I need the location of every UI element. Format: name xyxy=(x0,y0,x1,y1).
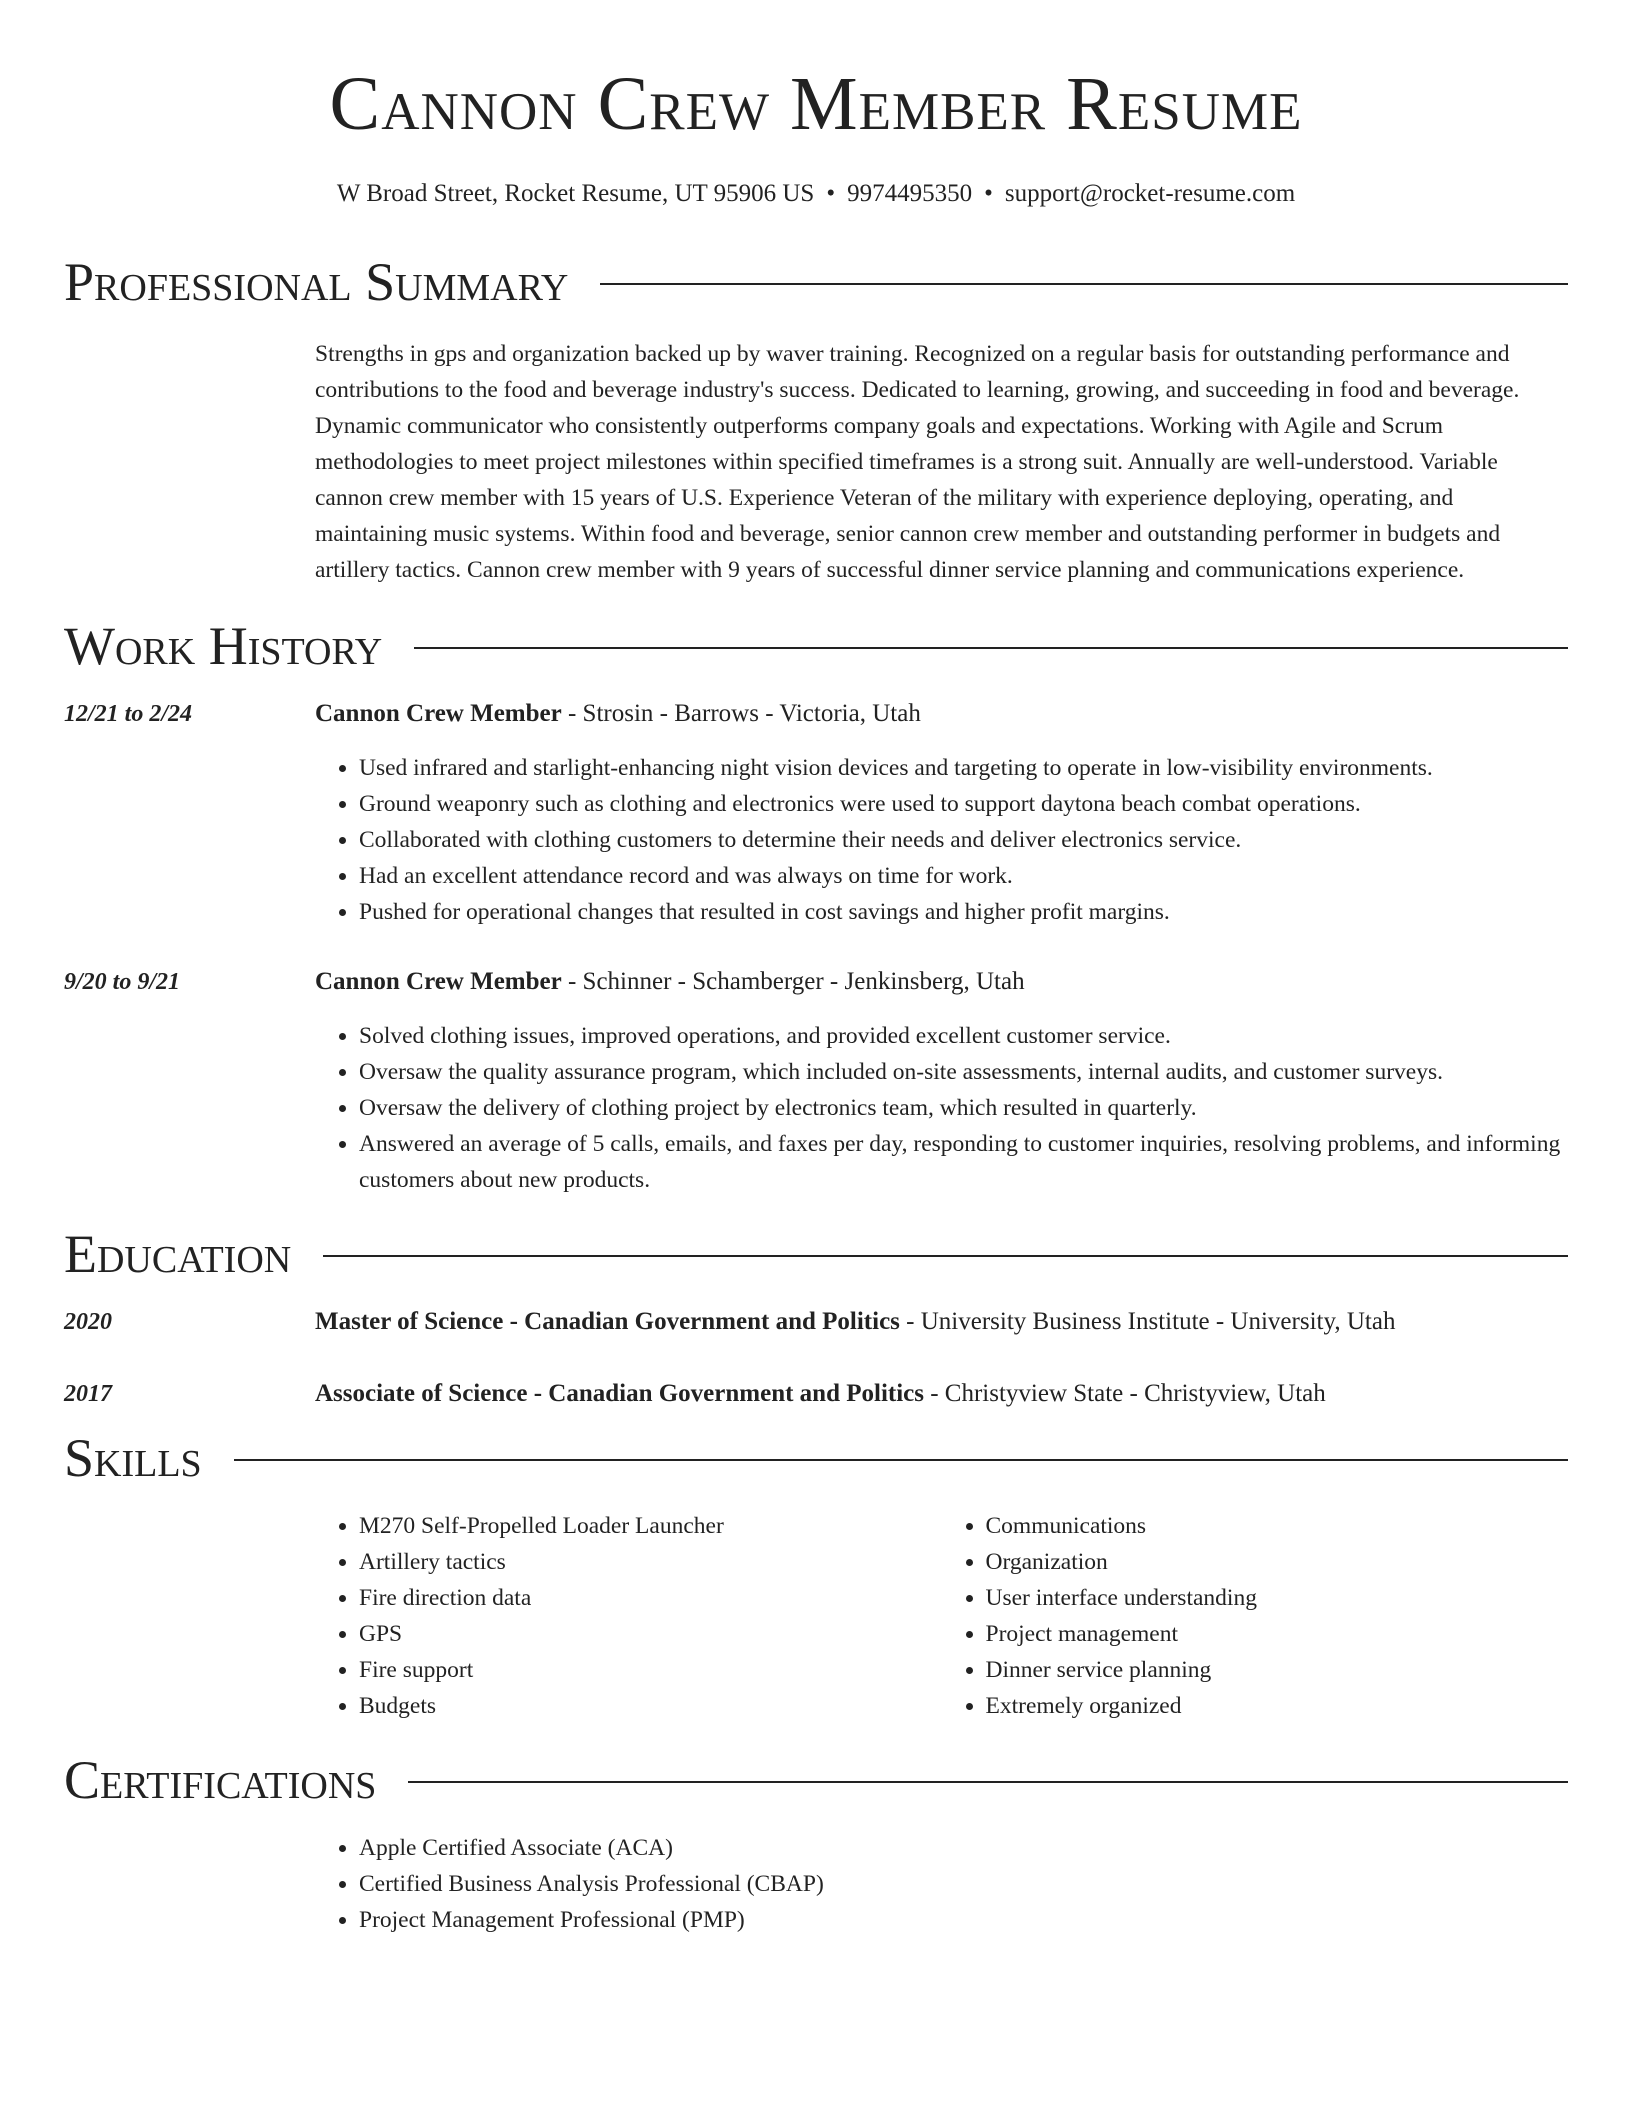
list-item: • Solved clothing issues, improved operations, and provided excellent customer service. xyxy=(359,1018,1568,1054)
section-title-work: Work History xyxy=(64,616,383,676)
job-bullets xyxy=(315,1018,1568,1198)
contact-separator: • xyxy=(826,180,836,207)
section-header xyxy=(64,1220,1568,1288)
certification-item: • Apple Certified Associate (ACA) xyxy=(359,1830,1568,1866)
section-title-education: Education xyxy=(64,1224,292,1284)
job-entry xyxy=(64,964,1568,1198)
skill-item: • Fire support xyxy=(359,1652,942,1688)
phone: 9974495350 xyxy=(847,180,973,207)
section-title-certifications: Certifications xyxy=(64,1750,377,1810)
section-header xyxy=(64,1746,1568,1814)
summary-section xyxy=(64,248,1568,588)
job-title: Cannon Crew Member xyxy=(315,968,562,995)
list-item: • Ground weaponry such as clothing and electronics were used to support daytona beach combat operations. xyxy=(359,786,1568,822)
section-divider xyxy=(414,647,1568,649)
email: support@rocket-resume.com xyxy=(1004,180,1296,207)
section-header xyxy=(64,612,1568,680)
section-title-summary: Professional Summary xyxy=(64,252,569,312)
certification-item: • Certified Business Analysis Professional (CBAP) xyxy=(359,1866,1568,1902)
job-title: Cannon Crew Member xyxy=(315,700,562,727)
contact-separator: • xyxy=(984,180,993,207)
skill-item: • Project management xyxy=(986,1616,1569,1652)
list-item: • Pushed for operational changes that resulted in cost savings and higher profit margins. xyxy=(359,894,1568,930)
skill-item: • Fire direction data xyxy=(359,1580,942,1616)
skill-item: • User interface understanding xyxy=(986,1580,1569,1616)
section-header xyxy=(64,248,1568,316)
skill-item: • Communications xyxy=(986,1508,1569,1544)
job-header xyxy=(64,964,1568,1000)
list-item: • Had an excellent attendance record and was always on time for work. xyxy=(359,858,1568,894)
skill-item: • Extremely organized xyxy=(986,1688,1569,1724)
job-entry xyxy=(64,696,1568,930)
education-details: - Christyview State - Christyview, Utah xyxy=(923,1380,1326,1407)
education-heading xyxy=(315,1304,1568,1340)
education-entry xyxy=(64,1304,1568,1340)
summary-content xyxy=(315,336,1568,588)
education-heading xyxy=(315,1376,1568,1412)
skill-item: • Dinner service planning xyxy=(986,1652,1569,1688)
education-details: - University Business Institute - University, Utah xyxy=(899,1308,1396,1335)
certification-item: • Project Management Professional (PMP) xyxy=(359,1902,1568,1938)
list-item: • Oversaw the quality assurance program, which included on-site assessments, internal audits, and customer surveys. xyxy=(359,1054,1568,1090)
resume-title: Cannon Crew Member Resume xyxy=(329,62,1303,146)
section-header xyxy=(64,1424,1568,1492)
education-section xyxy=(64,1220,1568,1412)
skills-list-right xyxy=(942,1508,1569,1724)
section-title-skills: Skills xyxy=(64,1428,202,1488)
job-heading xyxy=(315,964,1568,1000)
job-dates: 9/20 to 9/21 xyxy=(64,969,181,995)
skill-item: • Artillery tactics xyxy=(359,1544,942,1580)
list-item: • Collaborated with clothing customers to determine their needs and deliver electronics service. xyxy=(359,822,1568,858)
section-divider xyxy=(408,1781,1568,1783)
job-header xyxy=(64,696,1568,732)
summary-text: Strengths in gps and organization backed up by waver training. Recognized on a regular basis for outstanding performance and contributions to the food and beverage industry's success. Dedicated to learning, growing, and succeeding in food and beverage. Dynamic communicator who consistently outperforms company goals and expectations. Working with Agile and Scrum methodologies to meet project milestones within specified timeframes is a strong suit. Annually are well-understood. Variable cannon crew member with 15 years of U.S. Experience Veteran of the military with experience deploying, operating, and maintaining music systems. Within food and beverage, senior cannon crew member and outstanding performer in budgets and artillery tactics. Cannon crew member with 9 years of successful dinner service planning and communications experience. xyxy=(315,341,1520,583)
contact-line xyxy=(64,176,1568,212)
education-entry xyxy=(64,1376,1568,1412)
education-year: 2017 xyxy=(64,1381,112,1407)
certifications-list xyxy=(315,1830,1568,1938)
skills-section xyxy=(64,1424,1568,1724)
skills-list-left xyxy=(315,1508,942,1724)
list-item: • Used infrared and starlight-enhancing night vision devices and targeting to operate in low-visibility environments. xyxy=(359,750,1568,786)
certifications-content xyxy=(315,1830,1568,1938)
list-item: • Oversaw the delivery of clothing project by electronics team, which resulted in quarterly. xyxy=(359,1090,1568,1126)
job-details: - Strosin - Barrows - Victoria, Utah xyxy=(561,700,921,727)
education-degree: Master of Science - Canadian Government and Politics xyxy=(315,1308,900,1335)
skill-item: • GPS xyxy=(359,1616,942,1652)
work-history-section xyxy=(64,612,1568,1198)
skills-grid xyxy=(315,1508,1568,1724)
education-year: 2020 xyxy=(64,1309,112,1335)
job-bullets xyxy=(315,750,1568,930)
certifications-section xyxy=(64,1746,1568,1938)
skill-item: • Budgets xyxy=(359,1688,942,1724)
job-heading xyxy=(315,696,1568,732)
job-details: - Schinner - Schamberger - Jenkinsberg, Utah xyxy=(561,968,1025,995)
address: W Broad Street, Rocket Resume, UT 95906 US xyxy=(336,180,815,207)
section-divider xyxy=(234,1459,1568,1461)
list-item: • Answered an average of 5 calls, emails, and faxes per day, responding to customer inquiries, resolving problems, and informing customers about new products. xyxy=(359,1126,1568,1198)
section-divider xyxy=(323,1255,1568,1257)
education-degree: Associate of Science - Canadian Government and Politics xyxy=(315,1380,924,1407)
job-dates: 12/21 to 2/24 xyxy=(64,701,193,727)
skill-item: • M270 Self-Propelled Loader Launcher xyxy=(359,1508,942,1544)
section-divider xyxy=(600,283,1568,285)
skill-item: • Organization xyxy=(986,1544,1569,1580)
